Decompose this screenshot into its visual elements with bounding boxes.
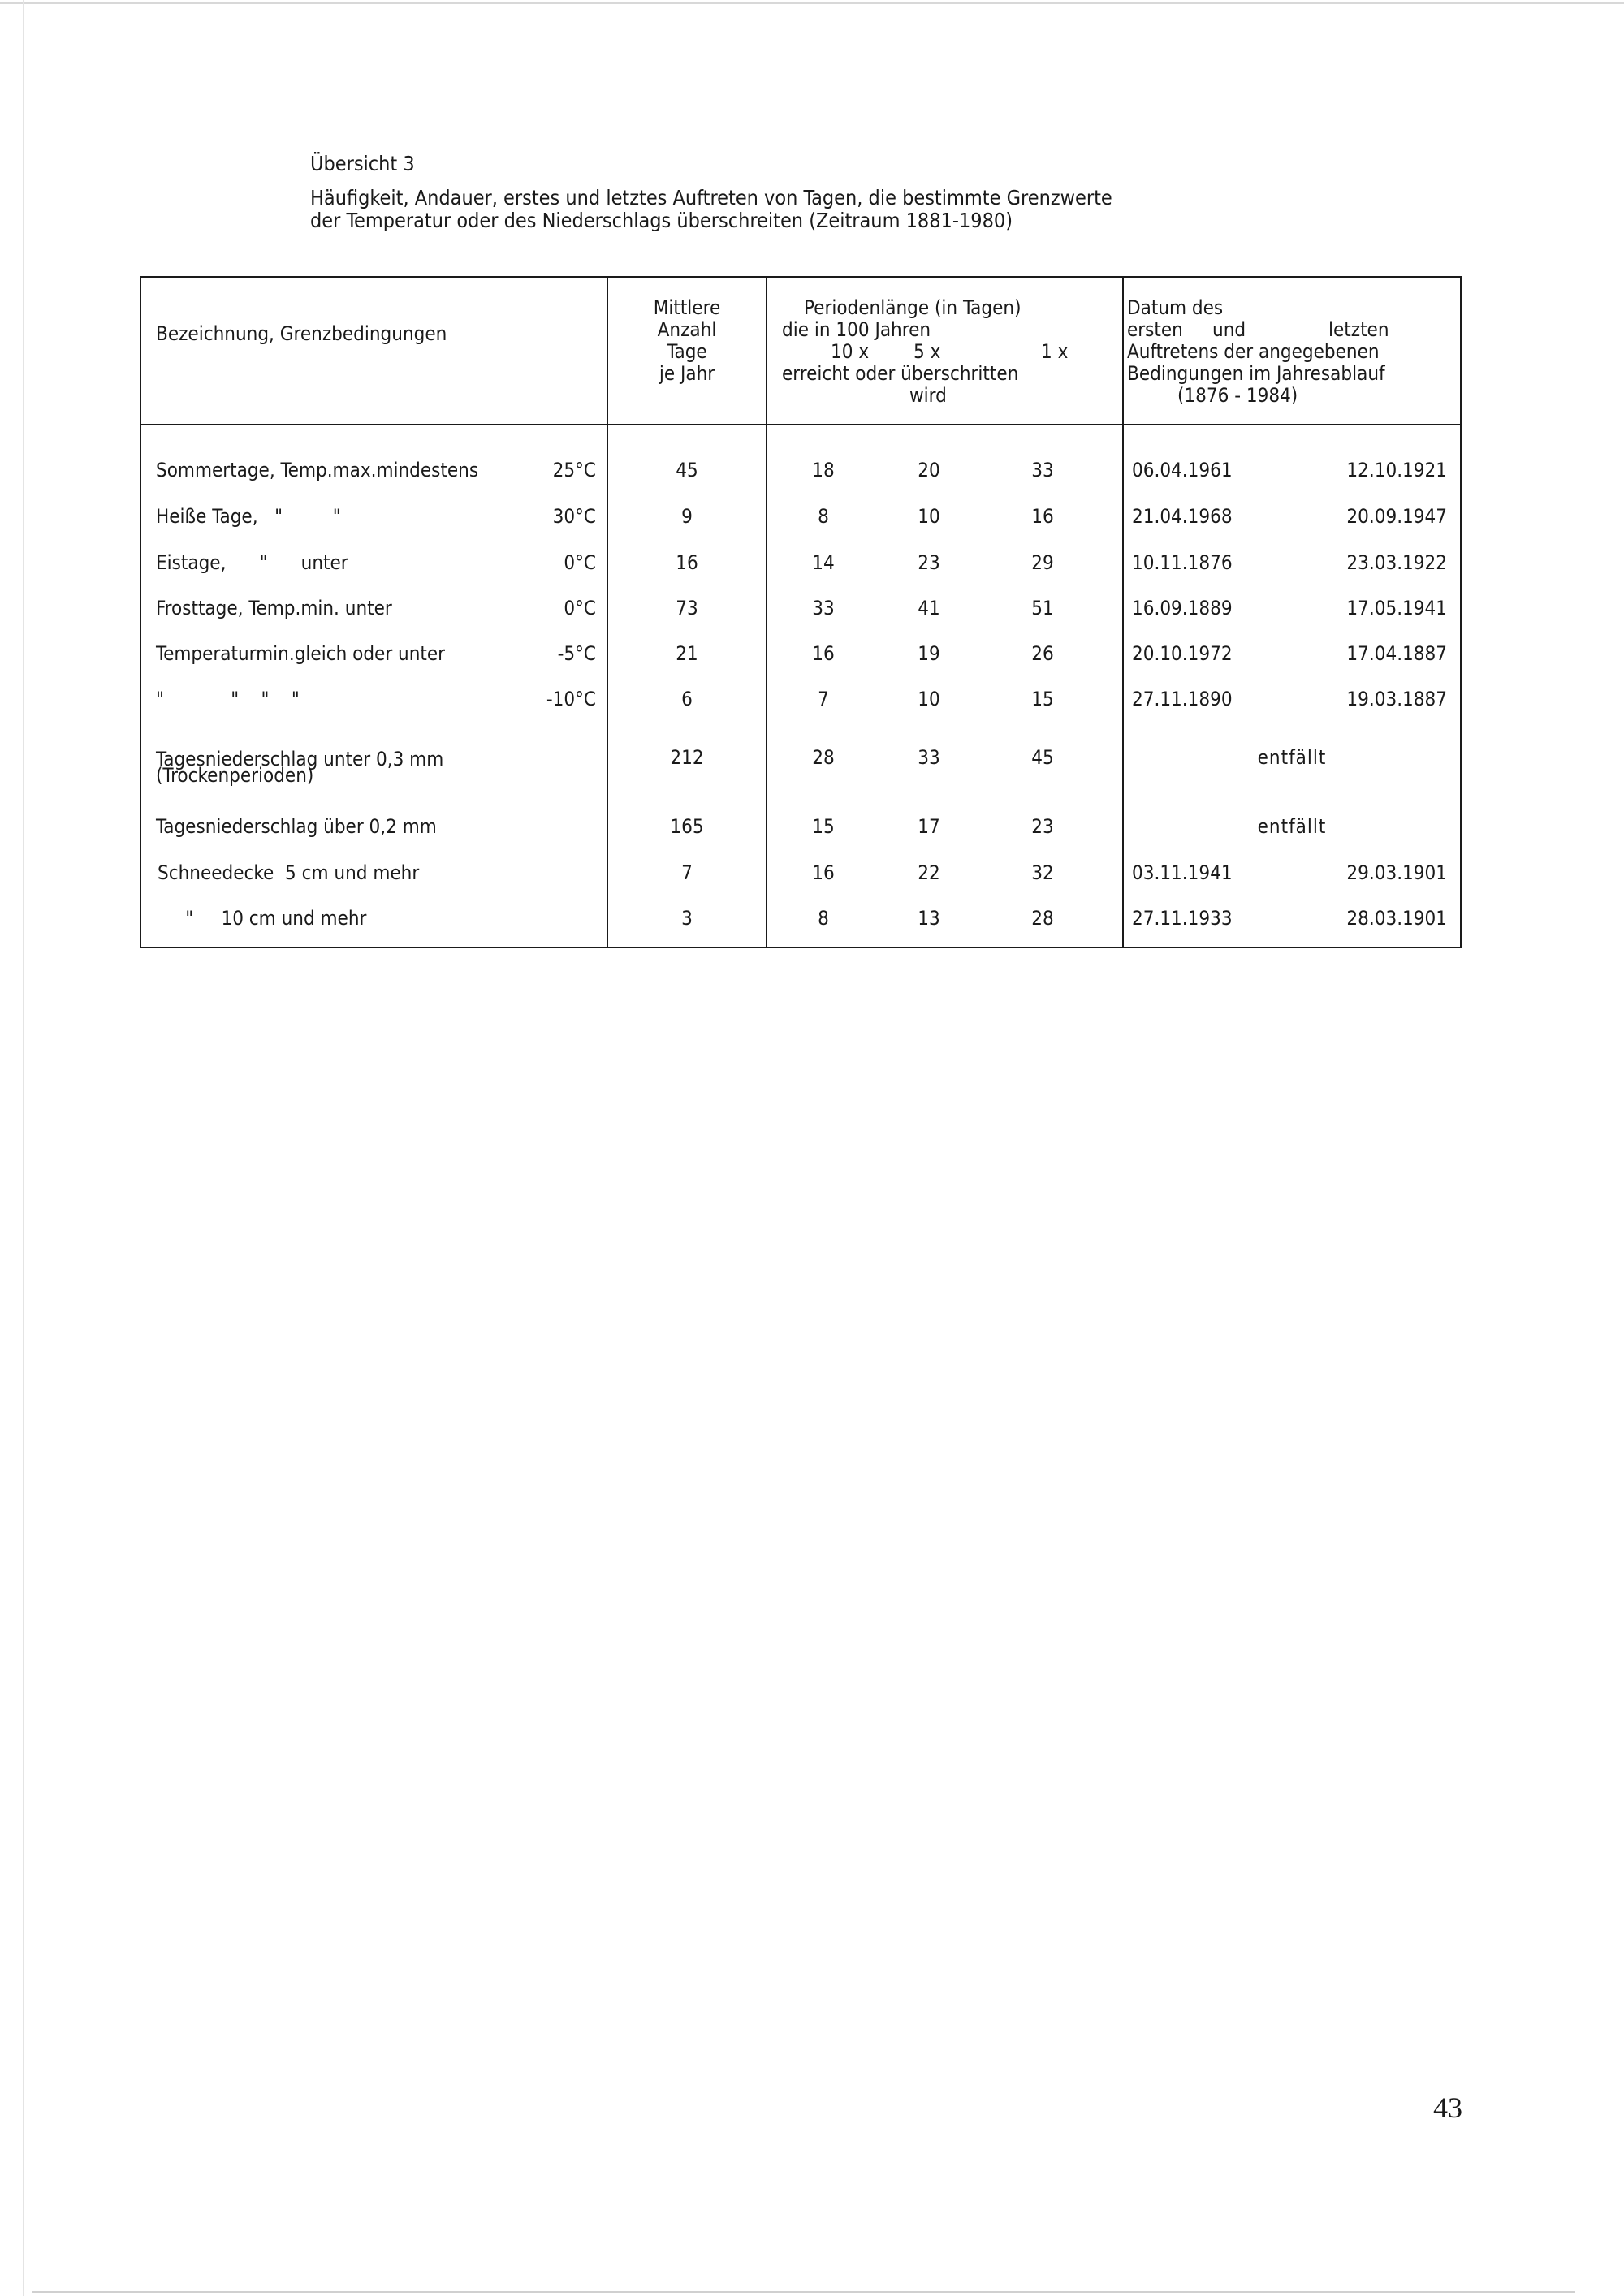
row-p5: 41 — [918, 597, 940, 619]
row-p1: 26 — [1031, 642, 1054, 665]
row-p10: 18 — [812, 459, 835, 481]
row-first-date: 06.04.1961 — [1132, 459, 1233, 481]
row-mean: 16 — [676, 551, 698, 574]
row-first-date: 27.11.1890 — [1132, 688, 1233, 710]
page-left-edge — [23, 0, 24, 2296]
header-period-foot: erreicht oder überschritten — [782, 362, 1019, 385]
table-caption: Übersicht 3 — [310, 152, 415, 175]
page-number: 43 — [1433, 2091, 1462, 2124]
row-first-date: 16.09.1889 — [1132, 597, 1233, 619]
row-p5: 13 — [918, 907, 940, 930]
header-mean-line: Anzahl — [657, 318, 717, 341]
row-p1: 15 — [1031, 688, 1054, 710]
row-mean: 73 — [676, 597, 698, 619]
header-period-sub: die in 100 Jahren — [782, 318, 931, 341]
row-label: Tagesniederschlag über 0,2 mm — [156, 815, 437, 838]
row-mean: 45 — [676, 459, 698, 481]
page-bottom-edge — [32, 2291, 1575, 2293]
row-p1: 32 — [1031, 861, 1054, 884]
row-p1: 16 — [1031, 505, 1054, 528]
row-label: Eistage, " unter — [156, 551, 348, 574]
row-p10: 16 — [812, 642, 835, 665]
row-p5: 23 — [918, 551, 940, 574]
row-last-date: 17.05.1941 — [1346, 597, 1447, 619]
row-first-date: 21.04.1968 — [1132, 505, 1233, 528]
row-mean: 3 — [681, 907, 693, 930]
row-p5: 17 — [918, 815, 940, 838]
row-not-applicable: entfällt — [1257, 746, 1327, 769]
row-first-date: 10.11.1876 — [1132, 551, 1233, 574]
row-threshold: -5°C — [557, 642, 596, 665]
header-first: ersten — [1127, 318, 1183, 341]
row-p1: 33 — [1031, 459, 1054, 481]
row-label: Frosttage, Temp.min. unter — [156, 597, 392, 619]
row-last-date: 29.03.1901 — [1346, 861, 1447, 884]
row-p5: 33 — [918, 746, 940, 769]
row-p5: 22 — [918, 861, 940, 884]
header-period-title: Periodenlänge (in Tagen) — [804, 296, 1021, 319]
row-not-applicable: entfällt — [1257, 815, 1327, 838]
row-p5: 10 — [918, 505, 940, 528]
row-mean: 9 — [681, 505, 693, 528]
row-threshold: 0°C — [564, 551, 596, 574]
table-title-line-2: der Temperatur oder des Niederschlags überschreiten (Zeitraum 1881-1980) — [310, 209, 1013, 232]
row-label: Schneedecke 5 cm und mehr — [158, 861, 420, 884]
row-mean: 7 — [681, 861, 693, 884]
header-mean-days — [608, 297, 766, 385]
row-p1: 29 — [1031, 551, 1054, 574]
row-p1: 23 — [1031, 815, 1054, 838]
header-dates — [1127, 297, 1460, 407]
row-p1: 45 — [1031, 746, 1054, 769]
row-label: Temperaturmin.gleich oder unter — [156, 642, 446, 665]
row-last-date: 20.09.1947 — [1346, 505, 1447, 528]
row-p5: 19 — [918, 642, 940, 665]
row-p10: 7 — [818, 688, 829, 710]
row-mean: 21 — [676, 642, 698, 665]
header-mean-line: Mittlere — [653, 296, 721, 319]
header-dates-first-last — [1127, 319, 1460, 341]
table-title-line-1: Häufigkeit, Andauer, erstes und letztes Auftreten von Tagen, die bestimmte Grenzwerte — [310, 186, 1112, 209]
header-mean-line: je Jahr — [659, 362, 715, 385]
header-dates-line: Datum des — [1127, 296, 1224, 319]
row-mean: 212 — [670, 746, 704, 769]
row-threshold: 30°C — [552, 505, 596, 528]
row-first-date: 03.11.1941 — [1132, 861, 1233, 884]
page-top-edge — [0, 2, 1624, 4]
row-p5: 20 — [918, 459, 940, 481]
row-last-date: 23.03.1922 — [1346, 551, 1447, 574]
header-dates-line: Auftretens der angegebenen — [1127, 340, 1380, 363]
header-x5: 5 x — [914, 340, 941, 363]
header-dates-line: Bedingungen im Jahresablauf — [1127, 362, 1385, 385]
row-p10: 8 — [818, 907, 829, 930]
row-p1: 51 — [1031, 597, 1054, 619]
header-last: letzten — [1328, 318, 1389, 341]
row-first-date: 27.11.1933 — [1132, 907, 1233, 930]
header-period-frequencies — [767, 341, 1122, 363]
header-x1: 1 x — [1041, 340, 1069, 363]
row-label: " 10 cm und mehr — [158, 907, 367, 930]
column-divider — [1122, 278, 1124, 947]
header-period-foot2: wird — [909, 384, 947, 407]
row-last-date: 12.10.1921 — [1346, 459, 1447, 481]
row-label: Tagesniederschlag unter 0,3 mm — [156, 748, 444, 770]
header-und: und — [1212, 318, 1246, 341]
row-mean: 165 — [670, 815, 704, 838]
row-last-date: 17.04.1887 — [1346, 642, 1447, 665]
header-x10: 10 x — [831, 340, 870, 363]
row-p10: 16 — [812, 861, 835, 884]
row-last-date: 19.03.1887 — [1346, 688, 1447, 710]
row-p10: 33 — [812, 597, 835, 619]
row-mean: 6 — [681, 688, 693, 710]
row-p10: 14 — [812, 551, 835, 574]
row-first-date: 20.10.1972 — [1132, 642, 1233, 665]
row-threshold: 0°C — [564, 597, 596, 619]
row-label: Heiße Tage, " " — [156, 505, 341, 528]
header-dates-range: (1876 - 1984) — [1177, 384, 1298, 407]
row-p10: 28 — [812, 746, 835, 769]
climate-table — [140, 276, 1462, 948]
row-p10: 8 — [818, 505, 829, 528]
row-threshold: 25°C — [552, 459, 596, 481]
row-last-date: 28.03.1901 — [1346, 907, 1447, 930]
row-p10: 15 — [812, 815, 835, 838]
row-label: Sommertage, Temp.max.mindestens — [156, 459, 479, 481]
row-p5: 10 — [918, 688, 940, 710]
header-designation: Bezeichnung, Grenzbedingungen — [156, 322, 447, 345]
header-mean-line: Tage — [667, 340, 707, 363]
header-period-length — [767, 297, 1122, 407]
header-divider — [141, 424, 1460, 425]
row-p1: 28 — [1031, 907, 1054, 930]
row-label-sub: (Trockenperioden) — [156, 764, 314, 787]
row-threshold: -10°C — [546, 688, 596, 710]
row-label: " " " " — [156, 688, 300, 710]
table-heading — [310, 153, 1366, 232]
